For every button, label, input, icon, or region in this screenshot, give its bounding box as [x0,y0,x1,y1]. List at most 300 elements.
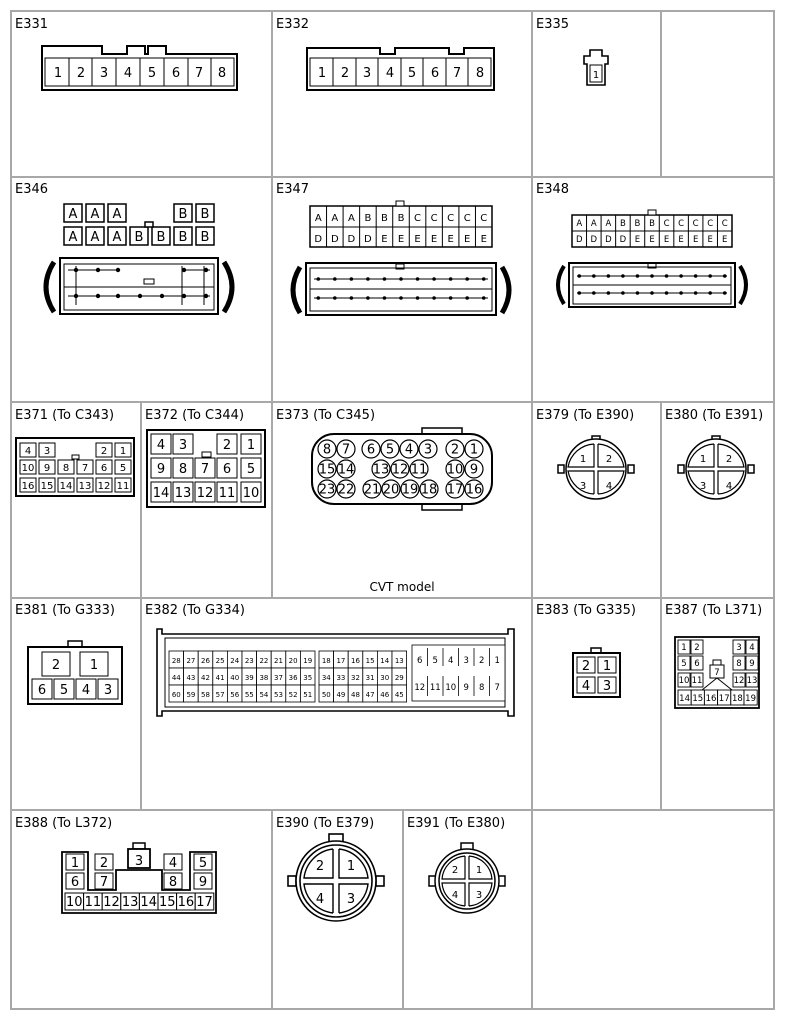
pin: 11 [218,486,236,501]
pin: 50 [321,691,331,699]
pin: 54 [259,691,269,699]
cell-label-e373: E373 (To C345) [276,408,376,423]
pin: 1 [475,865,483,876]
pin: 10 [242,486,260,501]
pin: 10 [445,683,457,693]
pin: 56 [230,691,240,699]
terminal-dot [607,274,611,278]
pin: 3 [463,656,469,666]
pin: 21 [274,657,283,665]
pin: 9 [469,462,479,478]
pin: 7 [200,462,210,477]
pin: 3 [43,446,51,457]
pin: A [314,213,322,224]
pin: 6 [100,463,108,474]
pin: 23 [318,482,336,498]
pin: 2 [581,659,591,674]
pin: E [464,234,471,245]
pin: B [397,213,405,224]
pin: 15 [40,481,54,492]
pin: 1 [469,442,479,458]
pin: 4 [404,442,414,458]
pin: E [447,234,454,245]
terminal-dot [723,291,727,295]
terminal-dot [449,277,453,281]
pin: B [200,207,210,222]
pin: 1 [494,656,500,666]
terminal-dot [482,277,486,281]
pin: 44 [171,674,181,682]
pin: 17 [196,895,213,910]
pin: 18 [321,657,331,665]
pin: 4 [749,643,755,653]
pin: 30 [380,674,390,682]
pin: 15 [159,895,176,910]
pin: 2 [340,66,350,81]
pin: A [590,219,597,229]
pin: D [575,235,583,245]
pin: A [90,207,100,222]
pin: 3 [134,854,144,869]
terminal-dot [592,274,596,278]
pin: 3 [178,438,188,453]
pin: C [721,219,728,229]
cell-label-e332: E332 [276,17,310,32]
terminal-dot [416,296,420,300]
pin: 15 [692,694,704,704]
pin: 1 [699,454,707,465]
pin: E [707,235,713,245]
pin: 5 [147,66,157,81]
pin: 28 [171,657,181,665]
connector-e372 [145,408,265,507]
pin: 10 [21,463,35,474]
pin: 3 [423,442,433,458]
pin: 2 [315,859,325,874]
pin: 7 [714,668,720,678]
pin: 3 [602,679,612,694]
terminal-dot [350,277,354,281]
terminal-dot [366,277,370,281]
pin: 20 [382,482,400,498]
pin: 14 [140,895,157,910]
pin: 8 [475,66,485,81]
pin: E [480,234,487,245]
pin: A [112,207,122,222]
terminal-dot [723,274,727,278]
pin: C [480,213,488,224]
pin: 39 [244,674,254,682]
pin: A [605,219,612,229]
pin: 7 [81,463,89,474]
terminal-dot [694,274,698,278]
pin: 38 [259,674,269,682]
pin: E [649,235,655,245]
terminal-dot [636,291,640,295]
cell-label-e331: E331 [15,17,49,32]
pin: E [381,234,388,245]
pin: 3 [103,683,113,698]
pin: 59 [186,691,196,699]
pin: 16 [465,482,483,498]
cell-label-e382: E382 (To G334) [145,603,246,618]
pin: 1 [70,856,80,871]
pin: 17 [446,482,464,498]
pin: E [634,235,641,245]
pin: 2 [100,446,108,457]
pin: B [178,207,188,222]
pin: 25 [215,657,225,665]
terminal-dot [650,291,654,295]
pin: 1 [53,66,63,81]
cell-label-e387: E387 (To L371) [665,603,763,618]
cell-label-e347: E347 [276,182,310,197]
connector-e332 [276,17,494,90]
pin: 32 [351,674,360,682]
pin: 16 [21,481,35,492]
pin: 11 [116,481,130,492]
pin: 7 [341,442,351,458]
pin: 6 [37,683,47,698]
cell-label-e372: E372 (To C344) [145,408,245,423]
pin: 22 [259,657,269,665]
pin: A [112,230,122,245]
pin: 8 [217,66,227,81]
pin: E [678,235,684,245]
cell-label-e371: E371 (To C343) [15,408,115,423]
pin: 1 [346,859,356,874]
pin: 9 [43,463,51,474]
pin: 5 [385,442,395,458]
pin: 43 [186,674,196,682]
pin: C [692,219,699,229]
pin: C [447,213,455,224]
pin: 1 [592,70,600,81]
terminal-dot [432,277,436,281]
pin: 5 [407,66,417,81]
pin: 11 [691,676,703,686]
pin: 1 [89,658,99,673]
pin: 20 [288,657,298,665]
pin: 5 [198,856,208,871]
pin: 6 [694,659,700,669]
pin: 36 [288,674,298,682]
connector-e380 [665,408,763,499]
pin: 41 [215,674,225,682]
terminal-dot [432,296,436,300]
pin: E [414,234,421,245]
pin: 19 [303,657,313,665]
terminal-dot [366,296,370,300]
pin: 15 [318,462,336,478]
pin: C [463,213,471,224]
pin: 48 [351,691,360,699]
connector-e348 [536,182,746,307]
terminal-dot [399,277,403,281]
terminal-dot [482,296,486,300]
pin: 29 [394,674,404,682]
pin: 3 [99,66,109,81]
pin: 12 [97,481,111,492]
pin: 3 [699,481,707,492]
terminal-dot [621,291,625,295]
cell-label-e381: E381 (To G333) [15,603,116,618]
pin: 12 [103,895,120,910]
pin: 17 [336,657,346,665]
pin: C [414,213,422,224]
pin: B [619,219,626,229]
pin: D [364,234,372,245]
pin: 7 [99,875,109,890]
terminal-dot [577,291,581,295]
pin: 3 [346,892,356,907]
pin: 18 [420,482,438,498]
pin: D [347,234,356,245]
pin: 14 [679,694,691,704]
pin: 8 [168,875,178,890]
pin: 19 [745,694,757,704]
pin: 2 [451,865,459,876]
pin: C [430,213,438,224]
pin: A [68,207,78,222]
pin: 47 [365,691,375,699]
pin: 3 [362,66,372,81]
pin: C [707,219,714,229]
cell-label-e379: E379 (To E390) [536,408,635,423]
pin: 9 [463,683,469,693]
pin: 6 [430,66,440,81]
pin: 2 [99,856,109,871]
pin: 6 [366,442,376,458]
pin: 14 [152,486,170,501]
pin: B [178,230,188,245]
pin: 16 [177,895,195,910]
pin: 7 [194,66,204,81]
pin: E [663,235,670,245]
pin: 5 [59,683,69,698]
pin: 2 [725,454,733,465]
pin: 52 [288,691,298,699]
harness-view-e348 [558,263,746,307]
pin: 58 [201,691,210,699]
pin: 6 [417,656,423,666]
pin: 14 [59,481,73,492]
cell-label-e346: E346 [15,182,49,197]
pin: B [381,213,388,224]
cell-label-e391: E391 (To E380) [407,816,506,831]
pin: 3 [736,643,742,653]
connector-e383 [536,603,636,697]
pin: 49 [336,691,346,699]
pin: 46 [380,691,390,699]
pin: A [347,213,355,224]
cell-label-e380: E380 (To E391) [665,408,764,423]
pin: 21 [363,482,381,498]
terminal-dot [665,274,669,278]
terminal-dot [399,296,403,300]
terminal-dot [708,291,712,295]
pin: B [156,230,166,245]
cell-label-e390: E390 (To E379) [276,816,375,831]
pin: D [330,234,339,245]
terminal-dot [316,277,320,281]
pin: 1 [246,438,256,453]
pin: 40 [230,674,240,682]
terminal-dot [383,277,387,281]
pin: 35 [303,674,313,682]
pin: 42 [201,674,210,682]
pin: 11 [429,683,441,693]
pin: 53 [274,691,283,699]
pin: 6 [70,875,80,890]
pin: 4 [123,66,133,81]
pin: A [90,230,100,245]
pin: E [397,234,405,245]
pin: 2 [450,442,460,458]
pin: 26 [201,657,210,665]
connector-e387 [665,603,762,708]
terminal-dot [607,291,611,295]
harness-view-e347 [293,263,509,315]
terminal-dot [577,274,581,278]
cell-label-e335: E335 [536,17,570,32]
pin: 55 [244,691,254,699]
terminal-dot [383,296,387,300]
pin: 2 [51,658,61,673]
pin: 9 [198,875,208,890]
terminal-dot [592,291,596,295]
pin: 15 [365,657,375,665]
terminal-dot [621,274,625,278]
pin: B [634,219,641,229]
harness-view-e346 [46,258,232,314]
pin: 1 [119,446,127,457]
pin: 11 [84,895,102,910]
pin: B [364,213,372,224]
connector-e335 [536,17,608,85]
connector-e347 [276,182,509,315]
pin: 19 [401,482,419,498]
pin: 4 [168,856,178,871]
pin: 34 [321,674,331,682]
cvt-model-note: CVT model [369,580,435,594]
pin: D [605,235,612,245]
pin: 9 [156,462,166,477]
pin: 14 [337,462,355,478]
pin: 2 [605,454,613,465]
connector-e382 [145,603,514,716]
connector-e346 [15,182,232,314]
pin: 4 [385,66,395,81]
pin: 4 [451,890,459,901]
pin: 1 [317,66,327,81]
pin: 3 [475,890,483,901]
pin: 8 [736,659,742,669]
pin: 22 [337,482,355,498]
pin: 3 [579,481,587,492]
terminal-dot [708,274,712,278]
pin: 8 [178,462,188,477]
pin: 12 [414,683,426,693]
pin: 4 [448,656,454,666]
pin: E [430,234,438,245]
pin: 33 [336,674,346,682]
pin: 13 [394,657,404,665]
pin: 10 [66,895,83,910]
terminal-dot [333,277,337,281]
cell-label-e348: E348 [536,182,570,197]
pin: 6 [171,66,181,81]
pin: 1 [579,454,587,465]
connector-e371 [15,408,134,496]
pin: 4 [725,481,733,492]
pin: 10 [446,462,464,478]
pin: A [68,230,78,245]
pin: 7 [452,66,462,81]
pin: 4 [81,683,91,698]
pin: 1 [602,659,612,674]
pin: C [663,219,670,229]
pin: 16 [705,694,717,704]
pin: B [200,230,210,245]
pin: 5 [246,462,256,477]
terminal-dot [636,274,640,278]
pin: 4 [156,438,166,453]
pin: C [678,219,685,229]
pin: 16 [351,657,360,665]
pin: 8 [62,463,70,474]
pin: 10 [678,676,690,686]
pin: 13 [372,462,390,478]
cell-label-e388: E388 (To L372) [15,816,113,831]
pin: 13 [121,895,139,910]
pin: 7 [494,683,500,693]
pin: 27 [186,657,196,665]
pin: 11 [410,462,428,478]
pin: 13 [174,486,192,501]
terminal-dot [333,296,337,300]
pin: 12 [391,462,409,478]
pin: 13 [746,676,758,686]
grid-lines [11,11,774,1009]
pin: 4 [24,446,32,457]
terminal-dot [465,296,469,300]
pin: D [619,235,627,245]
terminal-dot [650,274,654,278]
pin: B [134,230,144,245]
pin: 5 [681,659,687,669]
terminal-dot [679,274,683,278]
pin: 4 [605,481,613,492]
terminal-dot [694,291,698,295]
terminal-dot [416,277,420,281]
pin: D [314,234,323,245]
pin: 57 [215,691,225,699]
pin: 23 [244,657,254,665]
pin: 14 [380,657,390,665]
pin: 51 [303,691,313,699]
pin: A [576,219,583,229]
cell-label-e383: E383 (To G335) [536,603,637,618]
pin: 2 [222,438,232,453]
pin: 1 [681,643,687,653]
pin: 8 [322,442,332,458]
pin: 17 [718,694,730,704]
pin: 12 [196,486,214,501]
pin: 2 [694,643,700,653]
pin: 37 [274,674,283,682]
pin: 12 [733,676,745,686]
